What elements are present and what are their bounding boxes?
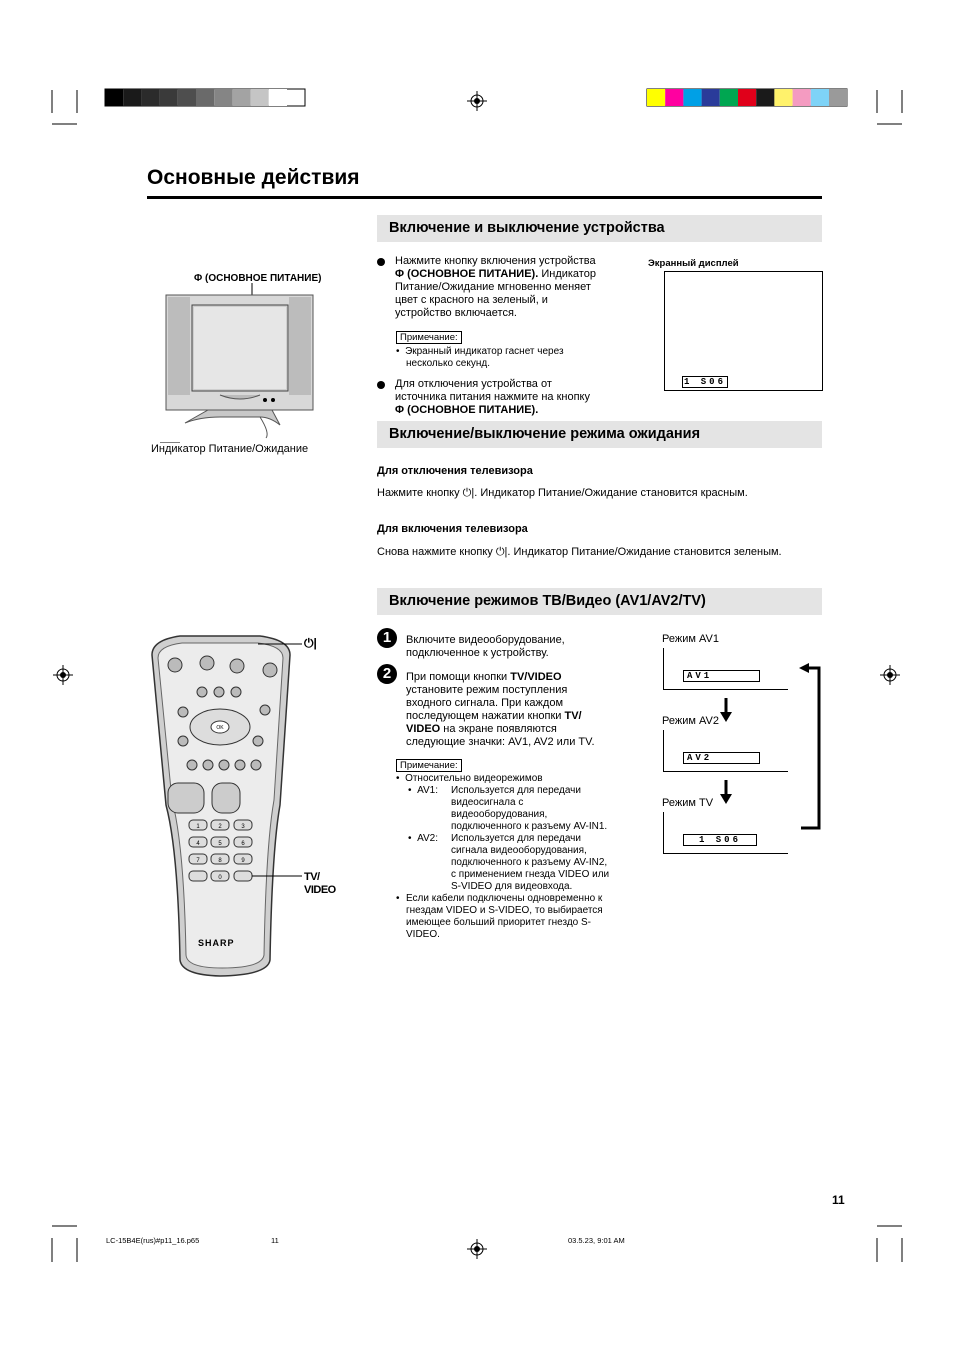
svg-text:2: 2	[218, 824, 222, 830]
remote-tvvideo-line: VIDEO	[304, 884, 336, 896]
s1-note	[396, 346, 564, 370]
swatch	[793, 89, 811, 106]
s3-notes	[396, 773, 636, 941]
s3-av1-line: подключенного к разъему AV-IN1.	[451, 821, 608, 832]
step1-text	[406, 634, 565, 660]
return-arrow-icon	[799, 663, 819, 828]
s3-av2-line: с применением гнезда VIDEO или	[451, 869, 610, 880]
s3-av2-line: сигнала видеооборудования,	[451, 845, 587, 856]
remote-tvvideo-label	[304, 871, 336, 897]
swatch	[196, 89, 214, 106]
step2-number: 2	[377, 664, 397, 684]
s3-av1-line: видеооборудования,	[451, 809, 548, 820]
step2-e: на экране появляются	[440, 723, 557, 735]
s3-note-av2	[396, 833, 636, 893]
swatch	[647, 89, 665, 106]
arrow-down-icon	[720, 698, 732, 722]
section3-heading: Включение режимов ТВ/Видео (AV1/AV2/TV)	[377, 588, 822, 615]
swatch	[665, 89, 683, 106]
svg-text:9: 9	[241, 858, 245, 864]
note-label: Примечание:	[396, 331, 462, 344]
mode-tv-osd: 1 S06	[683, 834, 757, 846]
note-label: Примечание:	[396, 759, 462, 772]
svg-text:OK: OK	[216, 725, 224, 731]
page-title: Основные действия	[147, 166, 360, 189]
svg-text:0: 0	[218, 875, 222, 881]
s3-av2-bullet: • AV2:	[408, 833, 438, 844]
remote-brand: SHARP	[198, 938, 235, 948]
swatch	[105, 89, 123, 106]
s2-on-text	[377, 546, 782, 559]
step2-a-bold: TV/VIDEO	[510, 671, 562, 683]
s3-note-av1	[396, 785, 636, 833]
swatch	[178, 89, 196, 106]
step2-a: При помощи кнопки	[406, 671, 511, 683]
s1-b1-line: устройство включается.	[395, 307, 517, 319]
s2-on-a: Снова нажмите кнопку ⏻|.	[377, 546, 514, 558]
s2-on-heading: Для включения телевизора	[377, 523, 528, 535]
swatch	[160, 89, 178, 106]
svg-text:5: 5	[218, 841, 222, 847]
svg-text:3: 3	[241, 824, 245, 830]
step2-e-bold: VIDEO	[406, 723, 441, 735]
step2-line	[406, 723, 595, 736]
swatch	[811, 89, 829, 106]
screen-display-box	[664, 271, 823, 391]
s1-b1-rest: Индикатор	[538, 268, 596, 280]
s1-note-line: несколько секунд.	[406, 358, 490, 369]
bullet	[377, 381, 385, 389]
step2-line	[406, 671, 595, 684]
s2-on-b: Индикатор Питание/Ожидание становится зеленым.	[513, 546, 782, 558]
s1-b1-line: Питание/Ожидание мгновенно меняет	[395, 281, 591, 293]
step2-d-bold: TV/	[564, 710, 582, 722]
mode-av1-label: Режим AV1	[662, 633, 719, 645]
s1-b1-line	[395, 268, 635, 281]
s3-av1-line: Используется для передачи	[451, 785, 581, 796]
s2-off-a: Нажмите кнопку ⏻|.	[377, 487, 481, 499]
swatch	[269, 89, 287, 106]
step2-line: установите режим поступления	[406, 684, 568, 696]
s1-b1-bold: Φ (ОСНОВНОЕ ПИТАНИЕ).	[395, 268, 539, 280]
mode-av1-osd: AV1	[683, 670, 760, 682]
s3-n2-line: VIDEO.	[406, 929, 440, 940]
step2-line: следующие значки: AV1, AV2 или TV.	[406, 736, 595, 748]
swatch	[214, 89, 232, 106]
footer-page: 11	[271, 1236, 279, 1245]
s3-n2-line: гнездам VIDEO и S-VIDEO, то выбирается	[406, 905, 603, 916]
s3-av2-key: AV2:	[417, 833, 438, 844]
swatch	[123, 89, 141, 106]
section1-heading: Включение и выключение устройства	[377, 215, 822, 242]
svg-text:1: 1	[196, 824, 200, 830]
svg-text:4: 4	[196, 841, 200, 847]
s3-n2-line: Если кабели подключены одновременно к	[406, 893, 603, 904]
footer-date: 03.5.23, 9:01 AM	[568, 1236, 625, 1245]
swatch	[829, 89, 847, 106]
tv-illustration	[160, 283, 320, 443]
swatch	[756, 89, 774, 106]
swatch	[738, 89, 756, 106]
swatch	[141, 89, 159, 106]
s3-av1-key: AV1:	[417, 785, 438, 796]
bullet	[377, 258, 385, 266]
s3-av1-bullet: • AV1:	[408, 785, 438, 796]
swatch	[702, 89, 720, 106]
screen-display-label: Экранный дисплей	[648, 258, 739, 269]
mode-av2-label: Режим AV2	[662, 715, 719, 727]
swatch	[251, 89, 269, 106]
mode-av2-osd: AV2	[683, 752, 760, 764]
swatch	[683, 89, 701, 106]
color-bar	[647, 89, 847, 106]
s3-av1-line: видеосигнала с	[451, 797, 524, 808]
s1-bullet1	[395, 255, 635, 320]
s1-b2-line: источника питания нажмите на кнопку	[395, 391, 590, 403]
remote-illustration	[140, 630, 350, 985]
s3-av2-line: подключенного к разъему AV-IN2,	[451, 857, 608, 868]
screen-display-osd: 1 S06	[683, 377, 726, 387]
gray-scale-bar	[105, 89, 287, 106]
s2-off-heading: Для отключения телевизора	[377, 465, 533, 477]
swatch	[232, 89, 250, 106]
tv-power-label: Φ (ОСНОВНОЕ ПИТАНИЕ)	[194, 273, 322, 284]
swatch	[774, 89, 792, 106]
s1-b1-line: Нажмите кнопку включения устройства	[395, 255, 596, 267]
step2-line: входного сигнала. При каждом	[406, 697, 564, 709]
s1-bullet2	[395, 378, 635, 417]
s1-b2-line: Для отключения устройства от	[395, 378, 552, 390]
s3-n2-line: имеющее больший приоритет гнездо S-	[406, 917, 592, 928]
s3-av2-line: S-VIDEO для видеовхода.	[451, 881, 573, 892]
footer-file: LC-15B4E(rus)#p11_16.p65	[106, 1236, 200, 1245]
step1-line: Включите видеооборудование,	[406, 634, 565, 646]
s3-n2-bullet: •	[396, 893, 400, 904]
swatch	[720, 89, 738, 106]
section2-heading: Включение/выключение режима ожидания	[377, 421, 822, 448]
s3-av2-line: Используется для передачи	[451, 833, 581, 844]
tv-indicator-label: Индикатор Питание/Ожидание	[151, 443, 309, 455]
page-number: 11	[832, 1193, 845, 1207]
s3-note-line: • Относительно видеорежимов	[396, 773, 543, 784]
mode-tv-label: Режим TV	[662, 797, 714, 809]
mode-arrows	[715, 660, 825, 835]
svg-text:6: 6	[241, 841, 245, 847]
step1-number: 1	[377, 628, 397, 648]
arrow-down-icon	[720, 780, 732, 804]
svg-text:7: 7	[196, 858, 200, 864]
step1-line: подключенное к устройству.	[406, 647, 549, 659]
s1-note-a: Экранный индикатор гаснет через	[405, 346, 564, 357]
step2-line	[406, 710, 595, 723]
s3-note-n2	[396, 893, 636, 941]
s1-b2-line: Φ (ОСНОВНОЕ ПИТАНИЕ).	[395, 404, 539, 416]
step2-text	[406, 671, 595, 749]
step2-d: последующем нажатии кнопки	[406, 710, 565, 722]
remote-tvvideo-line: TV/	[304, 871, 320, 883]
s3-note-n1: Относительно видеорежимов	[405, 773, 543, 784]
s2-off-text	[377, 487, 748, 500]
title-rule	[147, 196, 822, 199]
s1-note-line: • Экранный индикатор гаснет через	[396, 346, 564, 357]
s2-off-b: Индикатор Питание/Ожидание становится красным.	[480, 487, 748, 499]
s1-b1-line: цвет с красного на зеленый, и	[395, 294, 548, 306]
remote-power-label: ⏻|	[304, 636, 317, 650]
svg-text:8: 8	[218, 858, 222, 864]
